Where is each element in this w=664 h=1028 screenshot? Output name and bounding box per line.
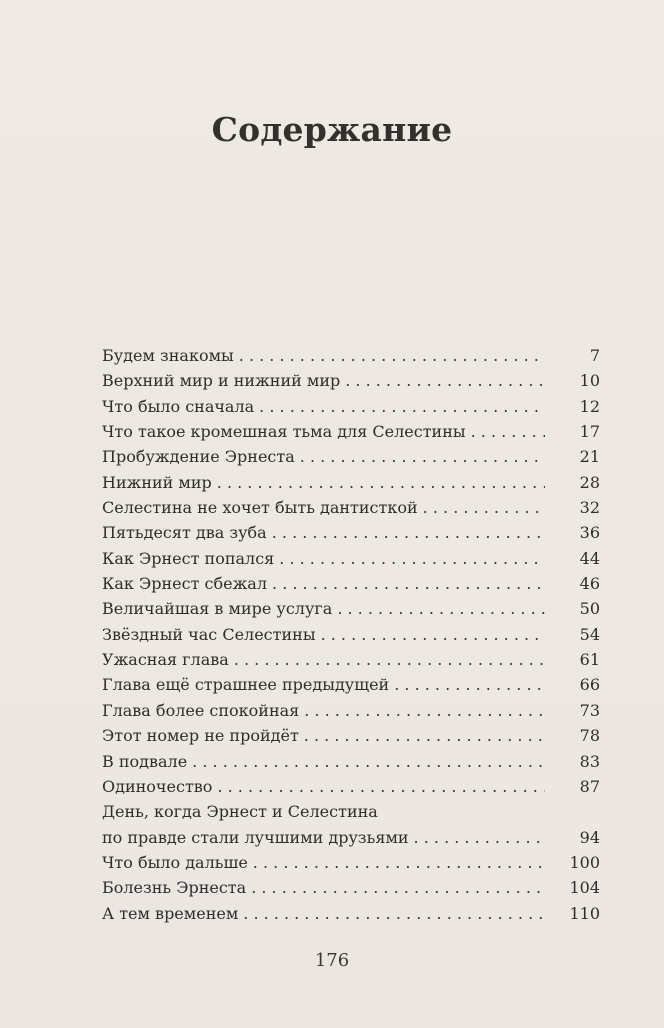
toc-entry-page: 46 [579, 574, 600, 594]
toc-entry-page: 54 [579, 624, 600, 644]
toc-leader-dots [345, 368, 545, 393]
toc-leader-dots [243, 901, 545, 926]
toc-entry-label: Болезнь Эрнеста [102, 878, 247, 898]
toc-entry-page: 66 [579, 675, 600, 695]
toc-entry [102, 723, 600, 748]
toc-leader-dots [321, 622, 545, 647]
toc-entry-label: Как Эрнест сбежал [102, 574, 268, 594]
toc-entry [102, 571, 600, 596]
toc-leader-dots [272, 520, 545, 545]
toc-entry-label: Глава более спокойная [102, 700, 300, 720]
toc-leader-dots [251, 875, 545, 900]
toc-leader-dots [304, 698, 545, 723]
toc-entry-page: 21 [579, 447, 600, 467]
toc-entry-label: Одиночество [102, 776, 213, 796]
toc-entry-page: 87 [579, 776, 600, 796]
page-title: Содержание [211, 110, 453, 149]
toc-leader-dots [272, 571, 545, 596]
toc-entry [102, 343, 600, 368]
toc-leader-dots [217, 470, 545, 495]
toc-entry [102, 495, 600, 520]
toc-leader-dots [279, 546, 545, 571]
toc-entry-label: Что было сначала [102, 396, 255, 416]
toc-entry [102, 749, 600, 774]
toc-entry-label: Как Эрнест попался [102, 548, 275, 568]
toc-leader-dots [471, 419, 545, 444]
toc-entry-page: 110 [569, 903, 600, 923]
toc-entry [102, 546, 600, 571]
toc-entry [102, 875, 600, 900]
page-number: 176 [314, 950, 350, 971]
toc-leader-dots [304, 723, 545, 748]
toc-entry-page: 44 [579, 548, 600, 568]
toc-entry [102, 825, 600, 850]
toc-entry-page: 28 [579, 472, 600, 492]
toc-leader-dots [234, 647, 545, 672]
toc-entry [102, 799, 600, 824]
toc-entry-label: Ужасная глава [102, 650, 229, 670]
toc-entry-page: 73 [579, 700, 600, 720]
toc-leader-dots [192, 749, 545, 774]
toc-entry [102, 622, 600, 647]
toc-entry-page: 61 [579, 650, 600, 670]
toc-entry-label: Будем знакомы [102, 346, 234, 365]
toc-entry-label: по правде стали лучшими друзьями [102, 827, 409, 847]
toc-entry-page: 50 [579, 599, 600, 619]
toc-entry-label: Величайшая в мире услуга [102, 599, 333, 619]
toc-entry [102, 470, 600, 495]
toc-entry-page: 83 [579, 751, 600, 771]
toc-entry-page: 10 [579, 371, 600, 391]
toc-leader-dots [259, 394, 545, 419]
toc-entry [102, 901, 600, 926]
toc-leader-dots [300, 444, 545, 469]
toc-entry-label: Звёздный час Селестины [102, 624, 316, 644]
toc-entry [102, 672, 600, 697]
toc-entry-page: 36 [579, 523, 600, 543]
toc-entry-label: Пятьдесят два зуба [102, 523, 267, 543]
toc-leader-dots [217, 774, 545, 799]
toc-entry-label: Что было дальше [102, 852, 248, 872]
toc-entry-label: В подвале [102, 751, 188, 771]
toc-entry [102, 774, 600, 799]
toc-entry [102, 419, 600, 444]
toc-entry [102, 850, 600, 875]
toc-entry-label: Верхний мир и нижний мир [102, 371, 341, 391]
toc-entry-page: 7 [589, 346, 600, 365]
toc-entry-label: Селестина не хочет быть дантисткой [102, 498, 418, 518]
toc-entry [102, 394, 600, 419]
toc-entry-page: 17 [579, 422, 600, 442]
toc-entry-label: Нижний мир [102, 472, 212, 492]
table-of-contents [102, 343, 600, 926]
toc-entry [102, 368, 600, 393]
toc-entry [102, 444, 600, 469]
toc-entry [102, 520, 600, 545]
toc-entry [102, 596, 600, 621]
toc-entry-label: А тем временем [102, 903, 239, 923]
toc-entry [102, 698, 600, 723]
toc-entry-label: Глава ещё страшнее предыдущей [102, 675, 390, 695]
toc-entry-page: 100 [569, 852, 600, 872]
toc-leader-dots [253, 850, 545, 875]
toc-leader-dots [337, 596, 545, 621]
toc-entry-label: Этот номер не пройдёт [102, 726, 299, 746]
toc-leader-dots [394, 672, 545, 697]
toc-entry-page: 12 [579, 396, 600, 416]
toc-entry-label: Что такое кромешная тьма для Селестины [102, 422, 466, 442]
toc-entry-page: 32 [579, 498, 600, 518]
toc-entry-page: 94 [579, 827, 600, 847]
toc-entry [102, 647, 600, 672]
toc-entry-label: Пробуждение Эрнеста [102, 447, 295, 467]
toc-leader-dots [239, 343, 545, 368]
toc-leader-dots [423, 495, 545, 520]
toc-leader-dots [414, 825, 545, 850]
toc-entry-page: 78 [579, 726, 600, 746]
toc-entry-page: 104 [569, 878, 600, 898]
toc-entry-label: День, когда Эрнест и Селестина [102, 802, 378, 822]
